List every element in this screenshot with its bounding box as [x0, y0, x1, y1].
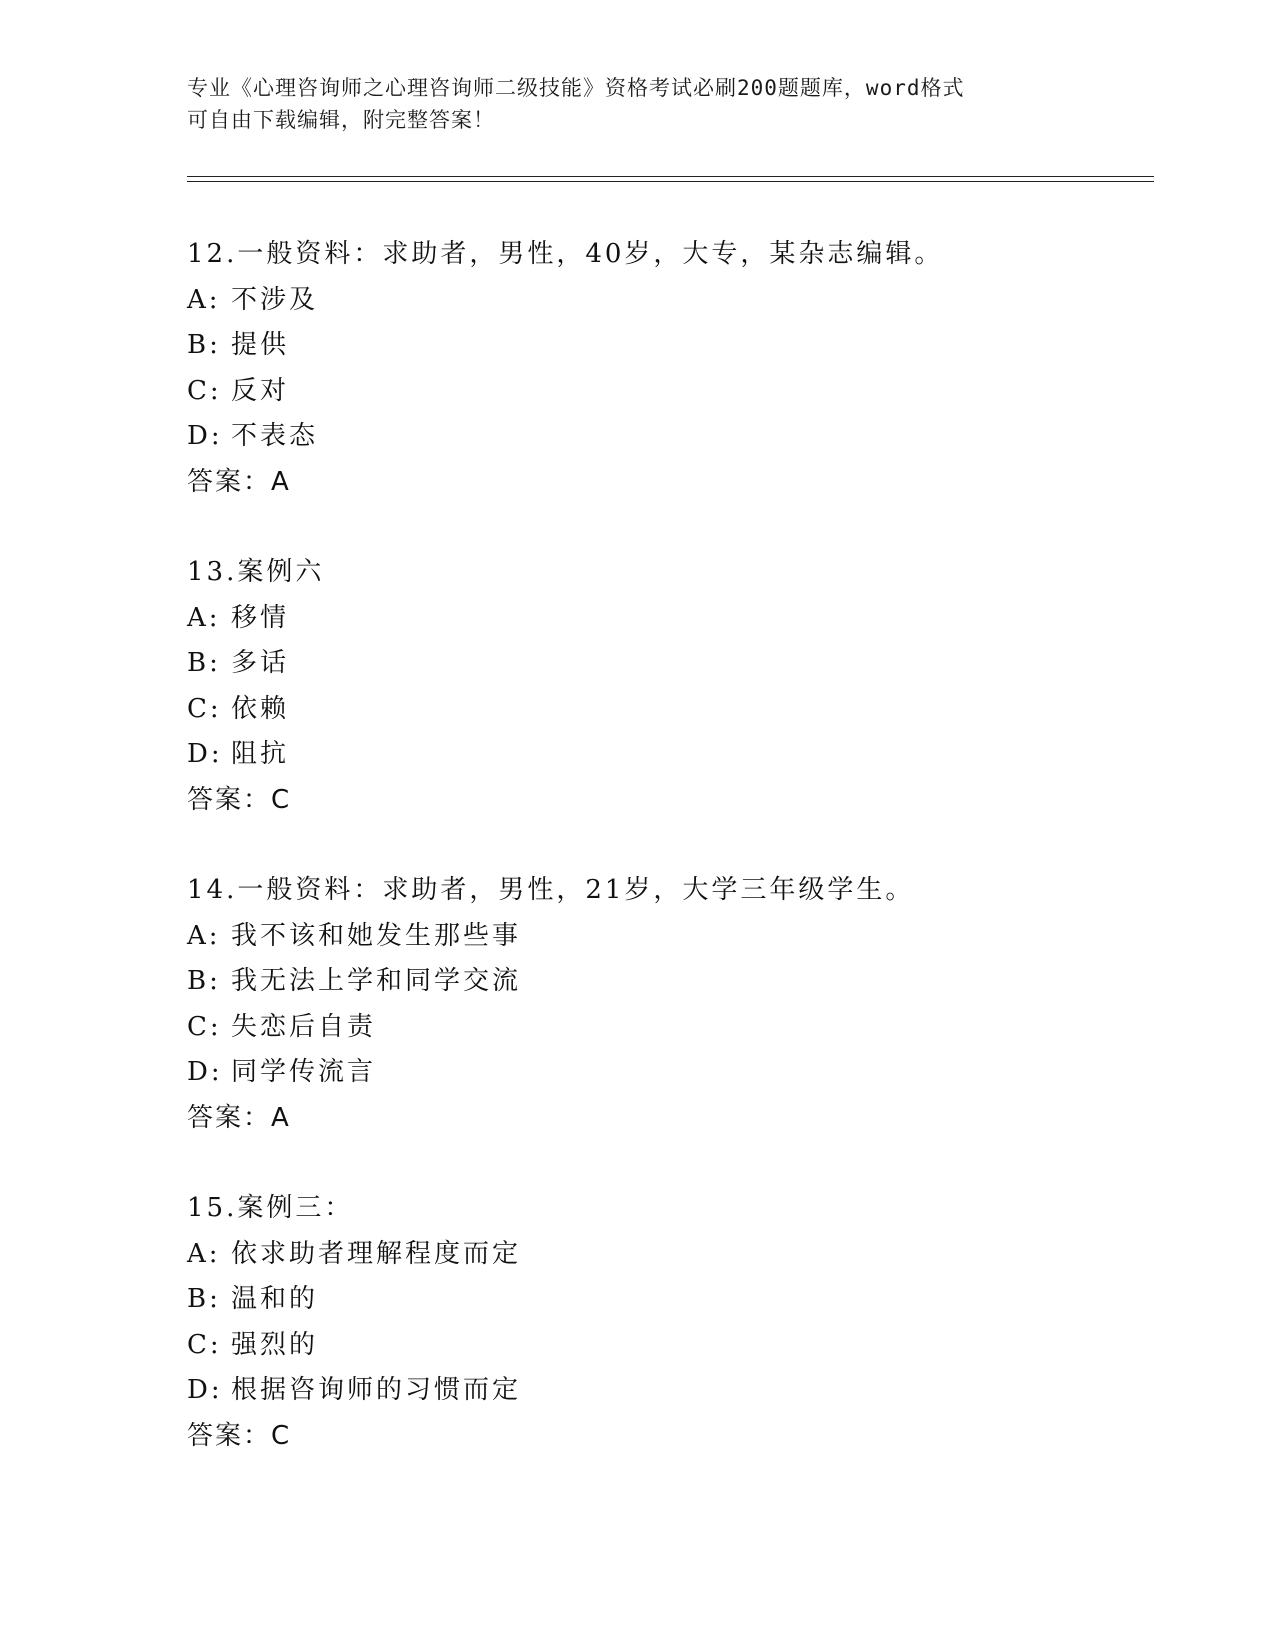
- option-letter: D:: [187, 1375, 223, 1405]
- option-c: [187, 369, 1137, 415]
- option-letter: A:: [187, 1238, 221, 1269]
- option-text: 不表态: [231, 421, 319, 451]
- option-b: [187, 959, 1137, 1005]
- option-d: [187, 1050, 1137, 1096]
- option-d: [187, 414, 1137, 460]
- header-line-1: 专业《心理咨询师之心理咨询师二级技能》资格考试必刷200题题库，word格式: [187, 76, 965, 100]
- option-letter: A:: [187, 602, 221, 633]
- option-b: [187, 1277, 1137, 1323]
- option-text: 阻抗: [231, 739, 290, 769]
- option-letter: C:: [187, 693, 222, 724]
- question-12: [187, 232, 1137, 550]
- question-list: [187, 232, 1137, 1504]
- option-letter: B:: [187, 966, 221, 996]
- option-text: 不涉及: [231, 284, 319, 315]
- answer-line: 答案：A: [187, 1102, 291, 1133]
- question-14: [187, 868, 1137, 1186]
- question-stem: 13.案例六: [187, 557, 325, 587]
- question-15: [187, 1186, 1137, 1504]
- option-b: [187, 323, 1137, 369]
- option-text: 依求助者理解程度而定: [231, 1238, 522, 1269]
- option-letter: C:: [187, 375, 222, 406]
- option-text: 多话: [231, 648, 290, 678]
- header-line-2: 可自由下载编辑，附完整答案！: [187, 108, 495, 132]
- question-stem: 12.一般资料：求助者，男性，40岁，大专，某杂志编辑。: [187, 239, 944, 269]
- option-letter: D:: [187, 421, 223, 451]
- option-text: 根据咨询师的习惯而定: [231, 1375, 522, 1405]
- option-c: [187, 687, 1137, 733]
- option-text: 同学传流言: [231, 1057, 377, 1087]
- option-text: 依赖: [231, 693, 290, 724]
- option-letter: D:: [187, 739, 223, 769]
- question-stem: 14.一般资料：求助者，男性，21岁，大学三年级学生。: [187, 875, 915, 905]
- option-b: [187, 641, 1137, 687]
- option-text: 强烈的: [231, 1329, 319, 1360]
- header-divider-top: [187, 176, 1154, 177]
- header-divider-bottom: [187, 181, 1154, 182]
- answer-line: 答案：C: [187, 784, 292, 815]
- option-letter: B:: [187, 330, 221, 360]
- option-letter: C:: [187, 1329, 222, 1360]
- option-text: 我不该和她发生那些事: [231, 920, 522, 951]
- option-letter: A:: [187, 920, 221, 951]
- option-letter: B:: [187, 1284, 221, 1314]
- question-stem: 15.案例三：: [187, 1193, 354, 1223]
- option-letter: D:: [187, 1057, 223, 1087]
- option-letter: B:: [187, 648, 221, 678]
- option-a: [187, 596, 1137, 642]
- option-letter: C:: [187, 1011, 222, 1042]
- answer-line: 答案：C: [187, 1420, 292, 1451]
- option-a: [187, 1232, 1137, 1278]
- option-letter: A:: [187, 284, 221, 315]
- option-text: 移情: [231, 602, 290, 633]
- option-text: 温和的: [231, 1284, 319, 1314]
- option-c: [187, 1323, 1137, 1369]
- option-text: 失恋后自责: [231, 1011, 377, 1042]
- option-text: 反对: [231, 375, 290, 406]
- option-d: [187, 1368, 1137, 1414]
- option-c: [187, 1005, 1137, 1051]
- question-13: [187, 550, 1137, 868]
- answer-line: 答案：A: [187, 466, 291, 497]
- option-a: [187, 278, 1137, 324]
- option-d: [187, 732, 1137, 778]
- document-header: [187, 72, 1087, 136]
- option-text: 提供: [231, 330, 290, 360]
- option-a: [187, 914, 1137, 960]
- option-text: 我无法上学和同学交流: [231, 966, 522, 996]
